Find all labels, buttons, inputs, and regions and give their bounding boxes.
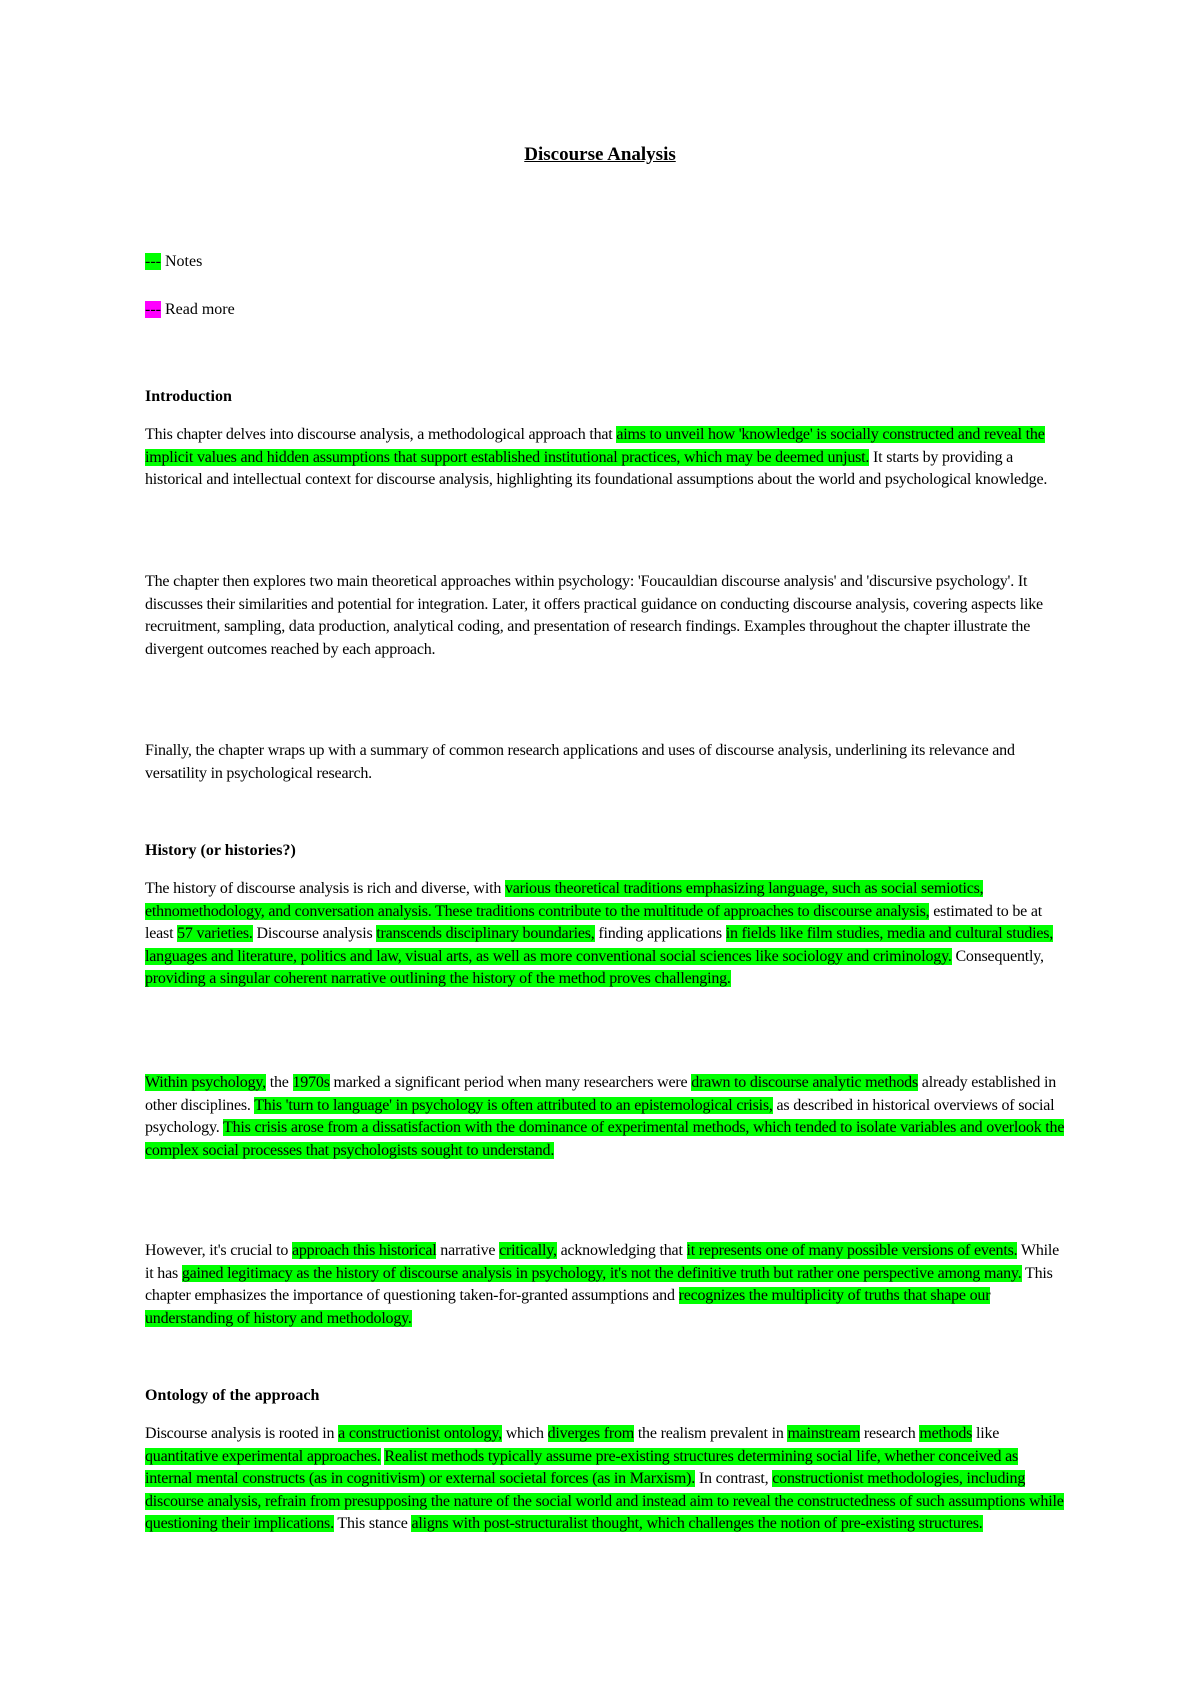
highlighted-note-text: aims to unveil how 'knowledge' is socially constructed and reveal the implicit values and hidden assumptions that support established institutional practices, which may be deemed unjust.	[145, 426, 1045, 466]
body-text: It starts by providing a historical and intellectual context for discourse analysis, highlighting its foundational assumptions about the world and psychological knowledge.	[145, 448, 1048, 488]
heading-introduction: Introduction	[145, 388, 232, 405]
highlighted-note-text: methods	[919, 1425, 973, 1442]
body-text: as described in historical overviews of social psychology.	[145, 1096, 1055, 1136]
highlighted-note-text: it represents one of many possible versions of events.	[686, 1242, 1018, 1259]
legend-notes	[145, 253, 202, 271]
notes-color-marker: ---	[145, 253, 161, 270]
highlighted-note-text: in fields like film studies, media and cultural studies, languages and literature, politics and law, visual arts, as well as more conventional social sciences like sociology and criminology.	[145, 925, 1054, 965]
history-paragraph-1	[145, 878, 1065, 991]
highlighted-note-text: mainstream	[787, 1425, 861, 1442]
history-paragraph-3	[145, 1240, 1065, 1330]
body-text: This chapter emphasizes the importance of questioning taken-for-granted assumptions and	[145, 1264, 1053, 1304]
history-paragraph-2	[145, 1072, 1065, 1162]
read-more-color-marker: ---	[145, 301, 161, 318]
ontology-paragraph-1	[145, 1423, 1065, 1536]
body-text: the realism prevalent in	[634, 1425, 788, 1442]
body-text: The history of discourse analysis is rich and diverse, with	[145, 880, 505, 897]
body-text: Finally, the chapter wraps up with a summary of common research applications and uses of discourse analysis, underlining its relevance and versatility in psychological research.	[145, 742, 1015, 782]
body-text: In contrast,	[695, 1470, 773, 1487]
intro-paragraph-3	[145, 740, 1065, 785]
body-text: already established in other disciplines.	[145, 1074, 1057, 1114]
body-text: Discourse analysis is rooted in	[145, 1425, 339, 1442]
intro-paragraph-1	[145, 424, 1065, 492]
highlighted-note-text: a constructionist ontology,	[338, 1425, 502, 1442]
highlighted-note-text: providing a singular coherent narrative outlining the history of the method proves challenging.	[145, 970, 731, 987]
body-text: research	[860, 1425, 920, 1442]
highlighted-note-text: 1970s	[292, 1074, 330, 1091]
highlighted-note-text: Realist methods typically assume pre-existing structures determining social life, whether conceived as internal mental constructs (as in cognitivism) or external societal forces (as in Marxism).	[145, 1447, 1019, 1487]
highlighted-note-text: 57 varieties.	[177, 925, 253, 942]
highlighted-note-text: diverges from	[547, 1425, 635, 1442]
highlighted-note-text: transcends disciplinary boundaries,	[376, 925, 595, 942]
legend-read-more	[145, 301, 235, 319]
legend-notes-label: Notes	[160, 253, 203, 270]
body-text: marked a significant period when many researchers were	[329, 1074, 692, 1091]
body-text: This stance	[333, 1515, 412, 1532]
body-text: While it has	[145, 1242, 1060, 1282]
body-text: the	[265, 1074, 293, 1091]
highlighted-note-text: gained legitimacy as the history of discourse analysis in psychology, it's not the definitive truth but rather one perspective among many.	[181, 1264, 1022, 1282]
highlighted-note-text: critically,	[499, 1242, 557, 1259]
highlighted-note-text: constructionist methodologies, including discourse analysis, refrain from presupposing the nature of the social world and instead aim to reveal the constructedness of such assumptions while questioning their implications.	[145, 1470, 1064, 1532]
legend-read-more-label: Read more	[160, 301, 235, 318]
highlighted-note-text: Within psychology,	[145, 1074, 266, 1091]
highlighted-note-text: recognizes the multiplicity of truths that shape our understanding of history and methodology.	[145, 1287, 991, 1327]
body-text: However, it's crucial to	[145, 1242, 292, 1259]
highlighted-note-text: aligns with post-structuralist thought, which challenges the notion of pre-existing structures.	[411, 1515, 983, 1532]
highlighted-note-text: quantitative experimental approaches.	[145, 1447, 381, 1465]
highlighted-note-text: approach this historical	[291, 1242, 437, 1259]
body-text: like	[972, 1425, 1000, 1442]
body-text: The chapter then explores two main theoretical approaches within psychology: 'Foucauldian discourse analysis' and 'discursive psychology'. It discusses their similarities and potential for integration. Later, it offers practical guidance on conducting discourse analysis, covering aspects like recruitment, sampling, data production, analytical coding, and presentation of research findings. Examples throughout the chapter illustrate the divergent outcomes reached by each approach.	[145, 573, 1043, 658]
body-text: estimated to be at least	[145, 902, 1043, 942]
document-title: Discourse Analysis	[524, 144, 676, 165]
body-text: finding applications	[594, 925, 726, 942]
heading-ontology: Ontology of the approach	[145, 1387, 320, 1404]
heading-history: History (or histories?)	[145, 842, 296, 859]
body-text: Consequently,	[951, 947, 1044, 965]
highlighted-note-text: This crisis arose from a dissatisfaction with the dominance of experimental methods, which tended to isolate variables and overlook the complex social processes that psychologists sought to understand.	[145, 1119, 1065, 1159]
body-text: which	[501, 1425, 548, 1442]
intro-paragraph-2	[145, 571, 1065, 661]
highlighted-note-text: This 'turn to language' in psychology is often attributed to an epistemological crisis,	[254, 1096, 773, 1114]
highlighted-note-text: drawn to discourse analytic methods	[691, 1074, 918, 1091]
highlighted-note-text: various theoretical traditions emphasizing language, such as social semiotics, ethnomethodology, and conversation analysis. These traditions contribute to the multitude of approaches to discourse analysis,	[145, 880, 984, 920]
body-text: acknowledging that	[556, 1242, 687, 1259]
body-text: narrative	[436, 1242, 500, 1259]
body-text: This chapter delves into discourse analysis, a methodological approach that	[145, 426, 617, 443]
body-text: Discourse analysis	[252, 925, 377, 942]
